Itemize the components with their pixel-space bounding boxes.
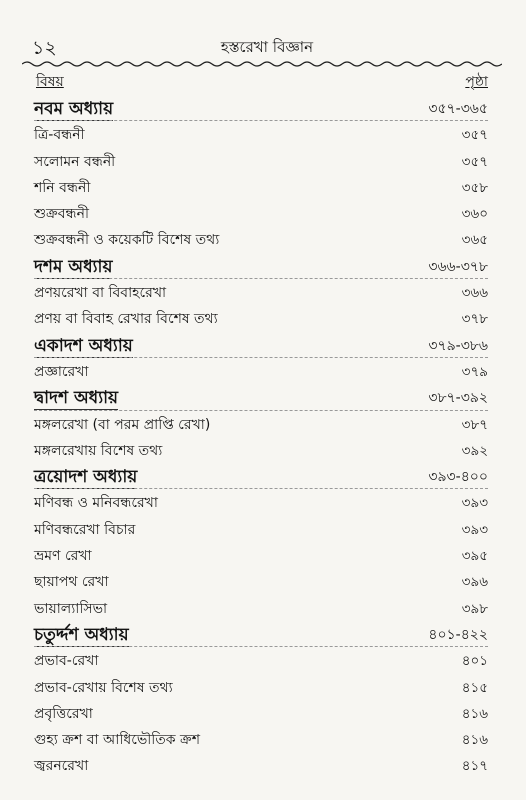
chapter-title bbox=[34, 622, 129, 648]
page-ref: ৩৫৮ bbox=[461, 179, 488, 196]
toc-chapter-row bbox=[34, 385, 488, 411]
page-ref: ৩৬৬-৩৭৮ bbox=[428, 258, 488, 275]
page-ref: ৩৯২ bbox=[461, 442, 488, 459]
toc-entry-row bbox=[34, 648, 488, 674]
entry-title: মঙ্গলরেখায় বিশেষ তথ্য bbox=[34, 442, 163, 459]
page-ref: ৩৫৭ bbox=[461, 153, 488, 170]
toc-entry-row bbox=[34, 675, 488, 701]
chapter-title bbox=[34, 254, 112, 280]
toc-chapter-row bbox=[34, 96, 488, 122]
entry-title: মঙ্গলরেখা (বা পরম প্রাপ্তি রেখা) bbox=[34, 416, 211, 433]
toc-entry-row bbox=[34, 596, 488, 622]
table-of-contents bbox=[34, 96, 488, 780]
toc-entry-row bbox=[34, 438, 488, 464]
entry-title: ছায়াপথ রেখা bbox=[34, 574, 109, 591]
toc-entry-row bbox=[34, 701, 488, 727]
toc-entry-row bbox=[34, 569, 488, 595]
toc-entry-row bbox=[34, 490, 488, 516]
page-ref: ৩৭৯ bbox=[461, 363, 488, 380]
chapter-title bbox=[34, 333, 133, 359]
toc-entry-row bbox=[34, 175, 488, 201]
entry-title: সলোমন বন্ধনী bbox=[34, 153, 116, 170]
toc-entry-row bbox=[34, 359, 488, 385]
page-ref: ৩৯৮ bbox=[461, 600, 488, 617]
chapter-title bbox=[34, 385, 118, 411]
toc-entry-row bbox=[34, 306, 488, 332]
page-ref: ৩৮৭ bbox=[461, 416, 488, 433]
page-ref: ৩৯৩-৪০০ bbox=[428, 469, 488, 486]
entry-title: প্রণয় বা বিবাহ রেখার বিশেষ তথ্য bbox=[34, 311, 218, 328]
toc-chapter-row bbox=[34, 254, 488, 280]
page-ref: ৪০১ bbox=[461, 653, 488, 670]
entry-title: প্রবৃত্তিরেখা bbox=[34, 705, 93, 722]
entry-title: প্রণয়রেখা বা বিবাহরেখা bbox=[34, 285, 167, 302]
toc-entry-row bbox=[34, 517, 488, 543]
page-ref: ৩৬০ bbox=[461, 206, 488, 223]
column-headings bbox=[34, 70, 488, 94]
chapter-title-text: দশম অধ্যায় bbox=[34, 256, 113, 277]
entry-title: গুহ্য ক্রশ বা আধিভৌতিক ক্রশ bbox=[34, 732, 201, 749]
page-ref: ৩৯৩ bbox=[461, 495, 488, 512]
entry-title: জ্বরনরেখা bbox=[34, 758, 89, 775]
page-ref: ৪০১-৪২২ bbox=[428, 626, 488, 643]
toc-entry-row bbox=[34, 412, 488, 438]
toc-entry-row bbox=[34, 543, 488, 569]
toc-entry-row bbox=[34, 122, 488, 148]
page-ref: ৩৯৬ bbox=[461, 574, 488, 591]
running-title: হস্তরেখা বিজ্ঞান bbox=[220, 38, 314, 56]
chapter-title-text: চতুর্দ্দশ অধ্যায় bbox=[34, 624, 129, 645]
page-ref: ৩৭৯-৩৮৬ bbox=[428, 337, 488, 354]
entry-title: প্রভাব-রেখা bbox=[34, 653, 99, 670]
wavy-rule bbox=[22, 60, 502, 68]
entry-title: প্রজ্ঞারেখা bbox=[34, 363, 89, 380]
page-ref: ৪১৭ bbox=[461, 758, 488, 775]
entry-title: প্রভাব-রেখায় বিশেষ তথ্য bbox=[34, 679, 173, 696]
chapter-title-text: নবম অধ্যায় bbox=[34, 99, 114, 119]
page-header bbox=[28, 34, 506, 62]
toc-chapter-row bbox=[34, 333, 488, 359]
toc-chapter-row bbox=[34, 464, 488, 490]
toc-entry-row bbox=[34, 753, 488, 779]
toc-entry-row bbox=[34, 727, 488, 753]
toc-entry-row bbox=[34, 149, 488, 175]
chapter-title bbox=[34, 464, 137, 490]
chapter-title-text: ত্রয়োদশ অধ্যায় bbox=[34, 467, 138, 488]
chapter-title-text: দ্বাদশ অধ্যায় bbox=[34, 388, 119, 409]
entry-title: ভায়াল্যাসিভা bbox=[34, 600, 108, 617]
page-ref: ৩৬৫ bbox=[461, 232, 488, 249]
page-ref: ৩৬৬ bbox=[461, 285, 488, 302]
page-heading: পৃষ্ঠা bbox=[465, 74, 488, 90]
page-ref: ৩৯৩ bbox=[461, 521, 488, 538]
chapter-title bbox=[34, 96, 113, 122]
entry-title: ত্রি-বন্ধনী bbox=[34, 127, 85, 144]
toc-entry-row bbox=[34, 280, 488, 306]
page-ref: ৪১৬ bbox=[461, 705, 488, 722]
toc-entry-row bbox=[34, 201, 488, 227]
page-number: ১২ bbox=[32, 37, 57, 59]
entry-title: শনি বন্ধনী bbox=[34, 179, 91, 196]
toc-chapter-row bbox=[34, 622, 488, 648]
page-ref: ৩৯৫ bbox=[461, 548, 488, 565]
entry-title: শুক্রবন্ধনী bbox=[34, 206, 89, 223]
entry-title: শুক্রবন্ধনী ও কয়েকটি বিশেষ তথ্য bbox=[34, 232, 220, 249]
entry-title: মণিবন্ধ ও মনিবন্ধরেখা bbox=[34, 495, 158, 512]
page-ref: ৩৫৭-৩৬৫ bbox=[428, 101, 488, 117]
chapter-title-text: একাদশ অধ্যায় bbox=[34, 335, 133, 356]
page-ref: ৩৫৭ bbox=[461, 127, 488, 144]
page-ref: ৩৮৭-৩৯২ bbox=[428, 390, 488, 407]
toc-entry-row bbox=[34, 227, 488, 253]
entry-title: মণিবন্ধরেখা বিচার bbox=[34, 521, 136, 538]
page-ref: ৪১৫ bbox=[461, 679, 488, 696]
subject-heading: বিষয় bbox=[36, 74, 64, 90]
page-ref: ৩৭৮ bbox=[461, 311, 488, 328]
page-ref: ৪১৬ bbox=[461, 732, 488, 749]
entry-title: ভ্রমণ রেখা bbox=[34, 548, 92, 565]
